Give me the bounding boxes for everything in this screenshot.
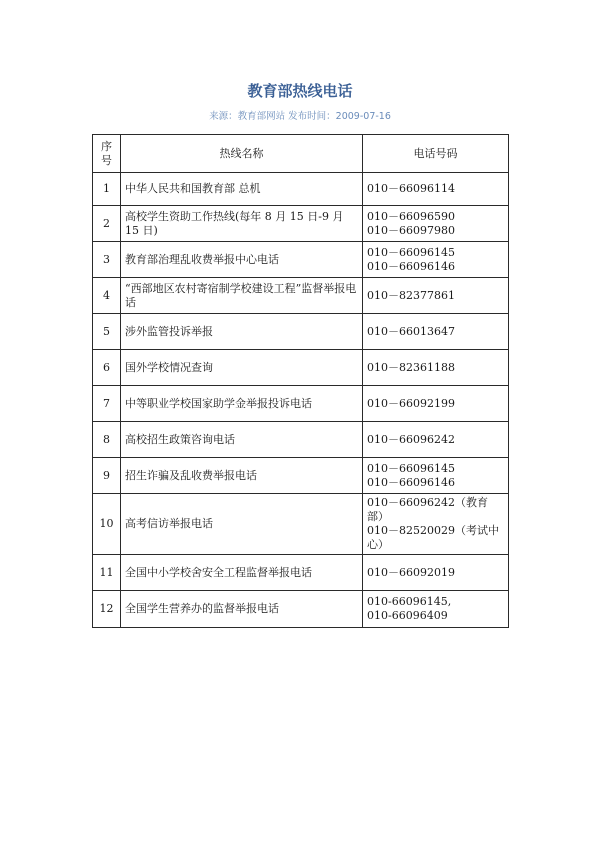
table-row	[93, 278, 509, 314]
phone-cell	[363, 173, 509, 206]
hotline-name: 中等职业学校国家助学金举报投诉电话	[121, 386, 363, 422]
hotline-name: 教育部治理乱收费举报中心电话	[121, 242, 363, 278]
table-row	[93, 314, 509, 350]
source-label: 来源：教育部网站	[209, 111, 286, 122]
row-number: 8	[93, 422, 121, 458]
phone-cell	[363, 386, 509, 422]
table-header-row	[93, 135, 509, 173]
table-row	[93, 555, 509, 591]
phone-number: 010－82520029（考试中心）	[367, 524, 499, 551]
phone-cell	[363, 458, 509, 494]
phone-number: 010－66096242（教育部）	[367, 496, 488, 523]
hotline-name: 国外学校情况查询	[121, 350, 363, 386]
table-row	[93, 422, 509, 458]
phone-number: 010－66092019	[367, 565, 455, 579]
row-number: 3	[93, 242, 121, 278]
phone-number: 010－66092199	[367, 396, 455, 410]
phone-number: 010－66096145	[367, 461, 455, 475]
row-number: 2	[93, 206, 121, 242]
phone-number: 010－66096145	[367, 245, 455, 259]
page-title: 教育部热线电话	[247, 82, 353, 100]
row-number: 11	[93, 555, 121, 591]
table-row	[93, 242, 509, 278]
hotline-name: 全国学生营养办的监督举报电话	[121, 591, 363, 628]
publish-date: 2009-07-16	[335, 111, 391, 122]
phone-number: 010-66096145,	[367, 595, 452, 608]
phone-cell	[363, 555, 509, 591]
hotline-table	[92, 134, 509, 628]
phone-number: 010－82361188	[367, 360, 455, 374]
row-number: 6	[93, 350, 121, 386]
phone-cell	[363, 242, 509, 278]
table-row	[93, 494, 509, 555]
phone-number: 010－66096114	[367, 182, 455, 195]
row-number: 5	[93, 314, 121, 350]
phone-cell	[363, 494, 509, 555]
phone-number: 010－66096242	[367, 432, 455, 446]
phone-number: 010－66096146	[367, 475, 455, 489]
phone-cell	[363, 591, 509, 628]
column-header-name: 热线名称	[121, 135, 363, 173]
table-row	[93, 173, 509, 206]
phone-number: 010－66096146	[367, 259, 455, 273]
source-line	[0, 108, 600, 122]
phone-cell	[363, 422, 509, 458]
column-header-phone: 电话号码	[363, 135, 509, 173]
hotline-name: 招生诈骗及乱收费举报电话	[121, 458, 363, 494]
phone-cell	[363, 206, 509, 242]
table-row	[93, 206, 509, 242]
hotline-name: 高校招生政策咨询电话	[121, 422, 363, 458]
table-row	[93, 591, 509, 628]
hotline-name: 高校学生资助工作热线(每年 8 月 15 日-9 月 15 日)	[121, 206, 363, 242]
row-number: 9	[93, 458, 121, 494]
row-number: 12	[93, 591, 121, 628]
hotline-name: 中华人民共和国教育部 总机	[121, 173, 363, 206]
table-row	[93, 350, 509, 386]
row-number: 10	[93, 494, 121, 555]
row-number: 1	[93, 173, 121, 206]
hotline-name: 高考信访举报电话	[121, 494, 363, 555]
hotline-name: 涉外监管投诉举报	[121, 314, 363, 350]
phone-number: 010－66013647	[367, 324, 455, 338]
hotline-name: 全国中小学校舍安全工程监督举报电话	[121, 555, 363, 591]
phone-number: 010－66096590	[367, 209, 455, 223]
phone-number: 010－82377861	[367, 288, 455, 302]
row-number: 7	[93, 386, 121, 422]
table-body	[93, 173, 509, 628]
hotline-name: “西部地区农村寄宿制学校建设工程”监督举报电话	[121, 278, 363, 314]
phone-number: 010－66097980	[367, 223, 455, 237]
phone-cell	[363, 350, 509, 386]
phone-cell	[363, 278, 509, 314]
date-label: 发布时间：	[288, 111, 336, 122]
phone-number: 010-66096409	[367, 609, 448, 622]
phone-cell	[363, 314, 509, 350]
column-header-number: 序号	[93, 135, 121, 173]
row-number: 4	[93, 278, 121, 314]
table-row	[93, 386, 509, 422]
table-row	[93, 458, 509, 494]
